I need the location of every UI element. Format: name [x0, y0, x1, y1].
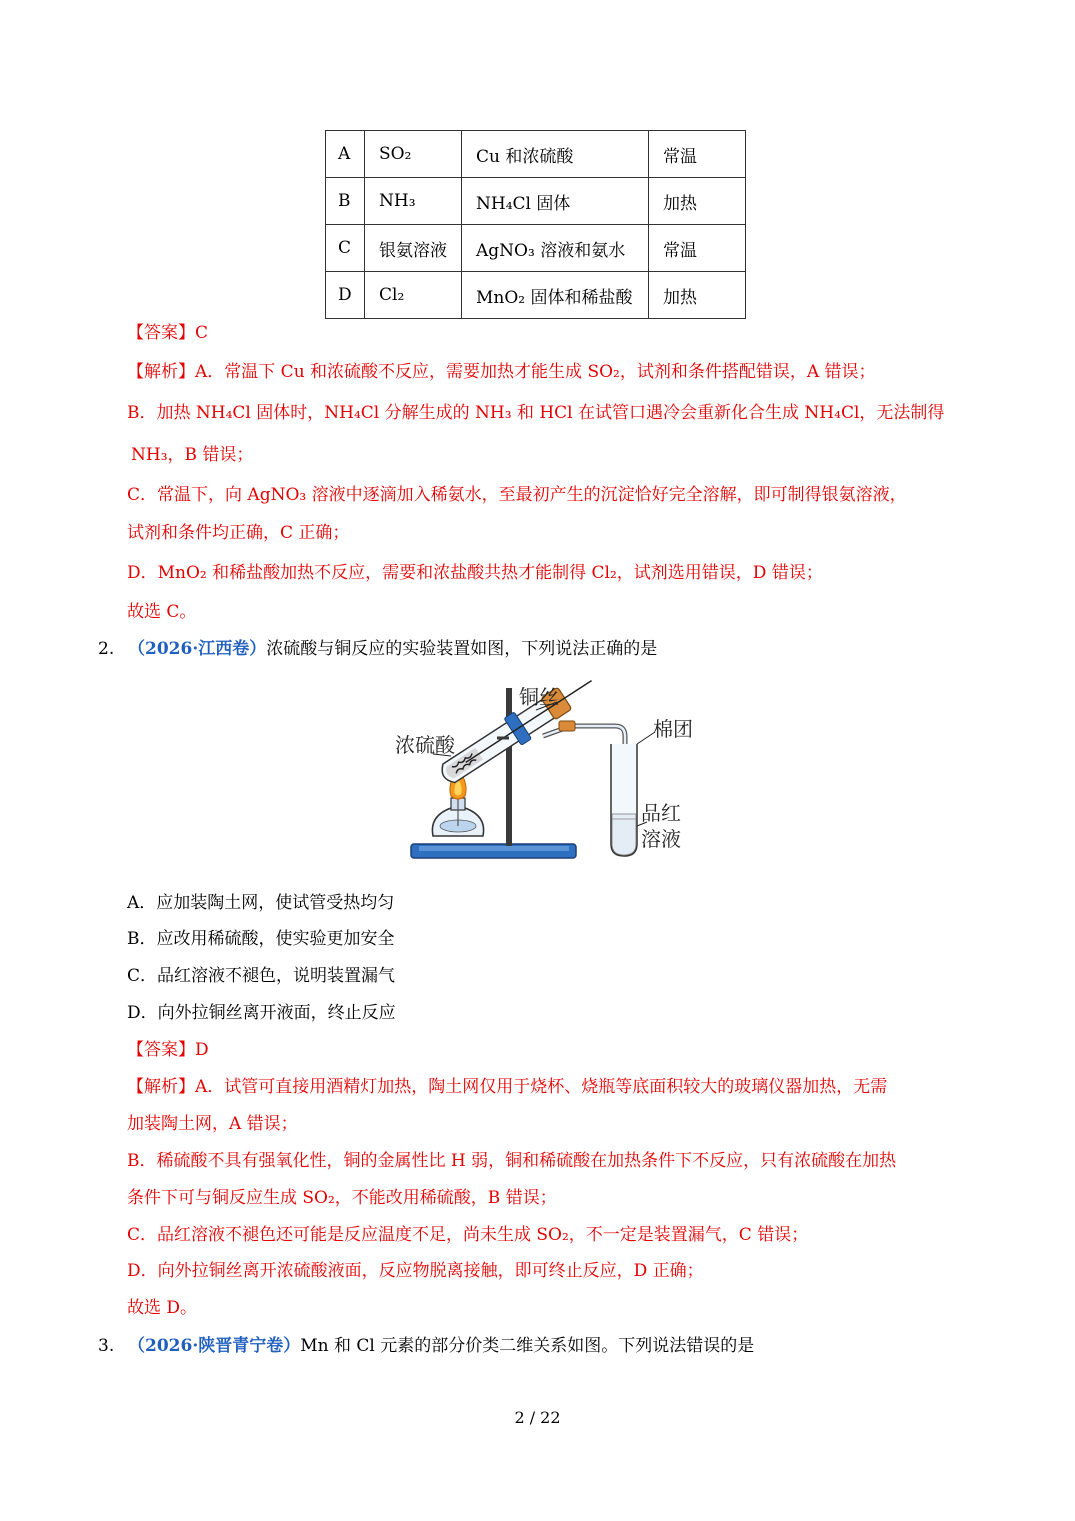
table-cell-reagent: NH₄Cl 固体 [462, 178, 649, 225]
table-cell-condition: 加热 [649, 272, 746, 319]
reagent-table [325, 130, 746, 319]
table-row [326, 272, 746, 319]
test-tube [435, 676, 600, 790]
question-source: （2026·陕晋青宁卷） [128, 1336, 301, 1356]
table-cell-product: Cl₂ [365, 272, 462, 319]
question-number: 3. [98, 1336, 115, 1356]
q1-analysis-line: D．MnO₂ 和稀盐酸加热不反应，需要和浓盐酸共热才能制得 Cl₂，试剂选用错误，D 错误； [127, 563, 823, 583]
q2-analysis-line: C．品红溶液不褪色还可能是反应温度不足，尚未生成 SO₂，不一定是装置漏气，C 错误； [127, 1225, 809, 1245]
rubber-connector [559, 721, 575, 731]
table-cell-reagent: MnO₂ 固体和稀盐酸 [462, 272, 649, 319]
q2-analysis-line: 条件下可与铜反应生成 SO₂，不能改用稀硫酸，B 错误； [127, 1188, 557, 1208]
table-cell-condition: 加热 [649, 178, 746, 225]
table-cell-option: A [326, 131, 365, 178]
q1-analysis-line: C．常温下，向 AgNO₃ 溶液中逐滴加入稀氨水，至最初产生的沉淀恰好完全溶解，即可制得银氨溶液， [127, 485, 907, 505]
question-source: （2026·江西卷） [128, 639, 267, 659]
question-text: 浓硫酸与铜反应的实验装置如图，下列说法正确的是 [266, 639, 658, 659]
apparatus-figure [393, 676, 713, 866]
q1-analysis-line: 故选 C。 [127, 602, 197, 622]
stand-rod [506, 688, 512, 846]
q1-analysis-line: B．加热 NH₄Cl 固体时，NH₄Cl 分解生成的 NH₃ 和 HCl 在试管口遇冷会重新化合生成 NH₄Cl，无法制得 [127, 403, 945, 423]
table-cell-product: SO₂ [365, 131, 462, 178]
label-solution-line1: 品红 [641, 801, 681, 825]
question-number: 2. [98, 639, 115, 659]
table-cell-product: 银氨溶液 [365, 225, 462, 272]
option-c: C．品红溶液不褪色，说明装置漏气 [127, 966, 396, 986]
table-cell-option: B [326, 178, 365, 225]
table-cell-option: C [326, 225, 365, 272]
q2-analysis-line: 故选 D。 [127, 1298, 198, 1318]
table-cell-product: NH₃ [365, 178, 462, 225]
table-cell-condition: 常温 [649, 225, 746, 272]
option-d: D．向外拉铜丝离开液面，终止反应 [127, 1003, 396, 1023]
q1-answer: 【答案】C [127, 323, 209, 343]
q2-analysis-line: B．稀硫酸不具有强氧化性，铜的金属性比 H 弱，铜和稀硫酸在加热条件下不反应，只有浓硫酸在加热 [127, 1151, 897, 1171]
label-cotton: 棉团 [653, 717, 693, 741]
option-b: B．应改用稀硫酸，使实验更加安全 [127, 929, 395, 949]
label-concentrated-acid: 浓硫酸 [395, 733, 455, 757]
q2-analysis-line: 【解析】A．试管可直接用酒精灯加热，陶土网仅用于烧杯、烧瓶等底面积较大的玻璃仪器加热，无需 [127, 1077, 888, 1097]
question-text: Mn 和 Cl 元素的部分价类二维关系如图。下列说法错误的是 [300, 1336, 755, 1356]
q2-analysis-line: D．向外拉铜丝离开浓硫酸液面，反应物脱离接触，即可终止反应，D 正确； [127, 1261, 704, 1281]
page-number: 2 / 22 [514, 1408, 561, 1427]
magenta-solution [612, 814, 636, 855]
table-cell-reagent: AgNO₃ 溶液和氨水 [462, 225, 649, 272]
table-cell-reagent: Cu 和浓硫酸 [462, 131, 649, 178]
q1-analysis-line: NH₃，B 错误； [131, 445, 254, 465]
q2-answer: 【答案】D [127, 1040, 209, 1060]
label-solution-line2: 溶液 [641, 827, 681, 851]
table-row [326, 131, 746, 178]
table-cell-option: D [326, 272, 365, 319]
stand-base-highlight [419, 846, 569, 851]
table-row [326, 178, 746, 225]
label-copper-wire: 铜丝 [519, 685, 559, 709]
q1-analysis-line: 试剂和条件均正确，C 正确； [127, 523, 350, 543]
q2-analysis-line: 加装陶土网，A 错误； [127, 1114, 298, 1134]
question-stem [128, 1334, 754, 1358]
table-row [326, 225, 746, 272]
option-a: A．应加装陶土网，使试管受热均匀 [127, 893, 395, 913]
question-stem [128, 637, 657, 661]
q1-analysis-line: 【解析】A．常温下 Cu 和浓硫酸不反应，需要加热才能生成 SO₂，试剂和条件搭配错误，A 错误； [127, 362, 876, 382]
table-cell-condition: 常温 [649, 131, 746, 178]
